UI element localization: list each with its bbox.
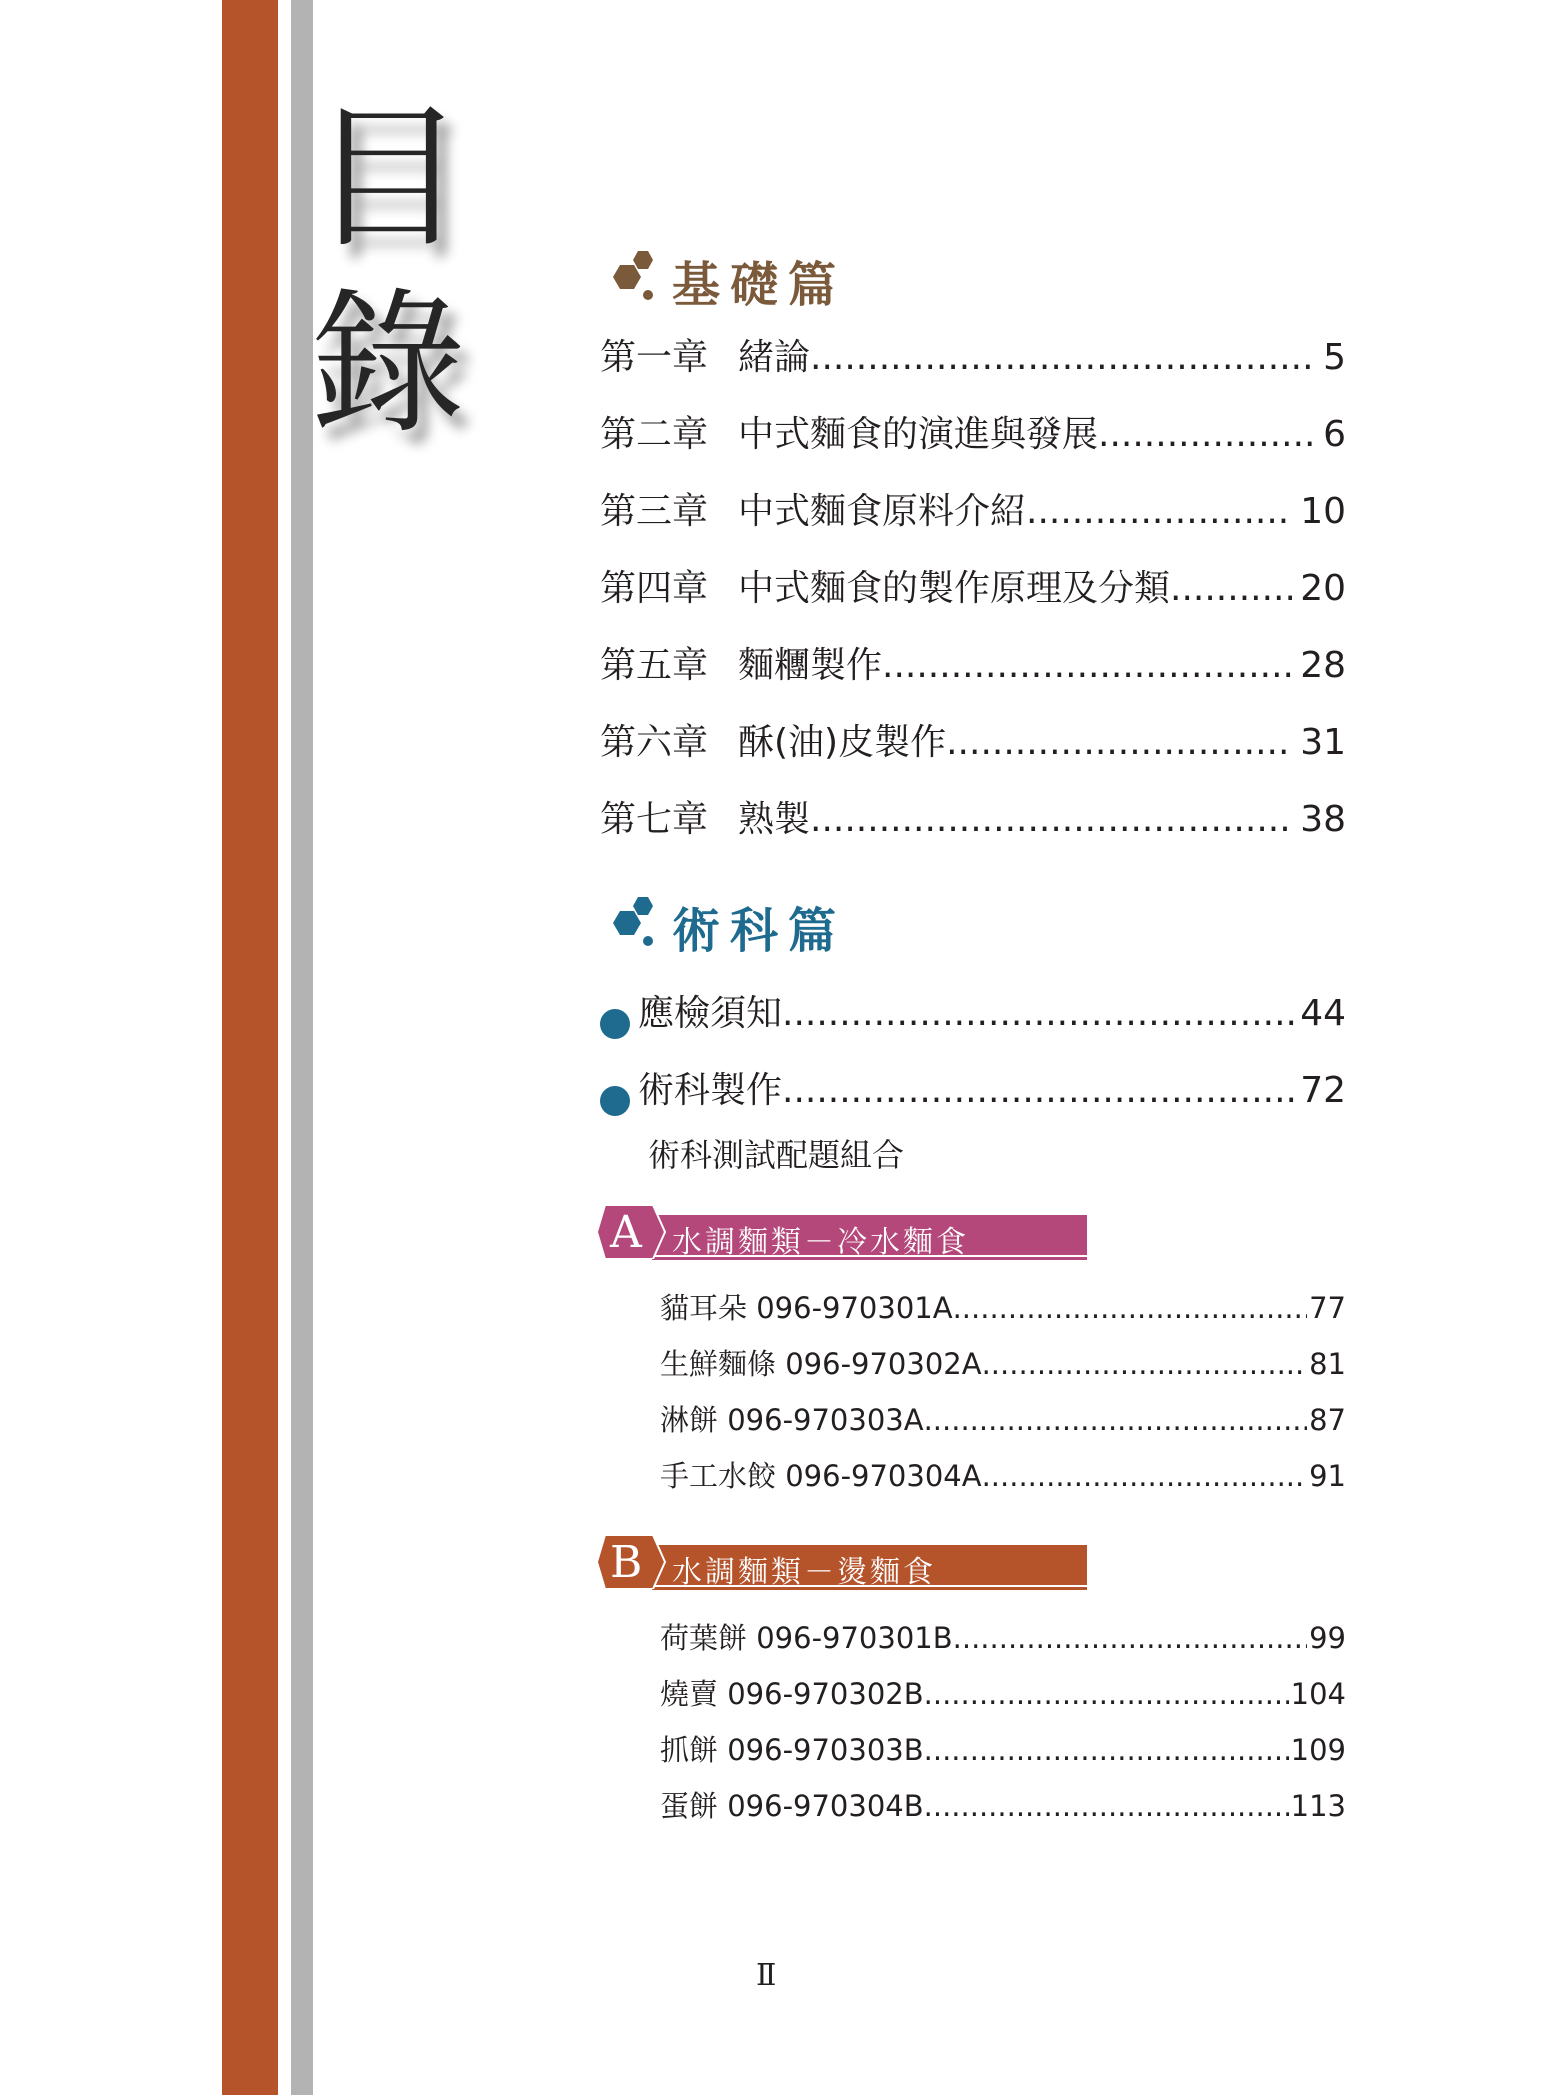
chapter-title: 麵糰製作 (738, 645, 883, 686)
dot-leader (924, 1789, 1289, 1823)
hexagon-cluster-icon (600, 251, 662, 311)
page-number: 10 (1300, 491, 1346, 532)
practical-subtitle: 術科測試配題組合 (648, 1136, 905, 1174)
toc-row[interactable] (660, 1672, 1346, 1728)
dot-leader (953, 1621, 1307, 1655)
group-b-banner (597, 1535, 1092, 1589)
item-title: 手工水餃 096-970304A (660, 1459, 982, 1493)
dot-leader (1026, 491, 1292, 532)
chapter-title: 緒論 (738, 337, 811, 378)
entry-title: 術科製作 (638, 1070, 783, 1111)
page-number: 81 (1309, 1347, 1346, 1381)
group-title: 水調麵類－燙麵食 (672, 1555, 936, 1590)
chapter-number: 第二章 (600, 414, 709, 455)
dot-leader (982, 1459, 1308, 1493)
item-title: 抓餅 096-970303B (660, 1733, 924, 1767)
practical-list (600, 985, 1346, 1139)
page-number: 109 (1290, 1733, 1346, 1767)
chapter-list (600, 329, 1346, 868)
toc-row[interactable] (660, 1398, 1346, 1454)
section-title-practical: 術科篇 (672, 903, 847, 959)
toc-row[interactable] (660, 1616, 1346, 1672)
bullet-icon (600, 1086, 630, 1116)
toc-row[interactable] (660, 1454, 1346, 1510)
toc-row[interactable] (600, 329, 1346, 406)
dot-leader (924, 1733, 1289, 1767)
page-number: 5 (1323, 337, 1346, 378)
page-number: 44 (1300, 993, 1346, 1034)
group-b-items (660, 1616, 1346, 1840)
toc-row[interactable] (600, 637, 1346, 714)
page-number: 104 (1290, 1677, 1346, 1711)
toc-row[interactable] (600, 406, 1346, 483)
dot-leader (782, 993, 1300, 1034)
entry-title: 應檢須知 (638, 993, 783, 1034)
item-title: 荷葉餅 096-970301B (660, 1621, 953, 1655)
toc-row[interactable] (600, 1062, 1346, 1139)
toc-row[interactable] (600, 483, 1346, 560)
item-title: 蛋餅 096-970304B (660, 1789, 924, 1823)
page-number: 87 (1309, 1403, 1346, 1437)
toc-row[interactable] (600, 714, 1346, 791)
chapter-number: 第六章 (600, 722, 709, 763)
toc-row[interactable] (660, 1342, 1346, 1398)
page-number: 99 (1309, 1621, 1346, 1655)
dot-leader (1170, 568, 1292, 609)
section-header-basic (600, 246, 846, 315)
dot-leader (982, 1347, 1308, 1381)
page-number: 77 (1309, 1291, 1346, 1325)
dot-leader (924, 1403, 1308, 1437)
bullet-icon (600, 1009, 630, 1039)
item-title: 貓耳朵 096-970301A (660, 1291, 953, 1325)
dot-leader (953, 1291, 1308, 1325)
item-title: 燒賣 096-970302B (660, 1677, 924, 1711)
dot-leader (810, 799, 1292, 840)
toc-row[interactable] (660, 1784, 1346, 1840)
chapter-number: 第一章 (600, 337, 709, 378)
dot-leader (946, 722, 1292, 763)
group-a-banner (597, 1205, 1092, 1259)
decorative-bar-rust (222, 0, 278, 2095)
page-number: 91 (1309, 1459, 1346, 1493)
item-title: 淋餅 096-970303A (660, 1403, 924, 1437)
chapter-title: 中式麵食原料介紹 (738, 491, 1027, 532)
toc-row[interactable] (660, 1728, 1346, 1784)
section-header-practical (600, 892, 846, 961)
group-letter: B (610, 1537, 643, 1588)
chapter-title: 中式麵食的製作原理及分類 (738, 568, 1171, 609)
page-number: 20 (1300, 568, 1346, 609)
page-number: 6 (1323, 414, 1346, 455)
page-number: 38 (1300, 799, 1346, 840)
toc-row[interactable] (660, 1286, 1346, 1342)
toc-row[interactable] (600, 560, 1346, 637)
page-number: 31 (1300, 722, 1346, 763)
page-title-char-1: 目 (310, 87, 466, 269)
dot-leader (924, 1677, 1289, 1711)
section-title-basic: 基礎篇 (672, 257, 847, 313)
group-a-items (660, 1286, 1346, 1510)
hexagon-cluster-icon (600, 897, 662, 957)
group-title: 水調麵類－冷水麵食 (672, 1225, 969, 1260)
dot-leader (1098, 414, 1315, 455)
item-title: 生鮮麵條 096-970302A (660, 1347, 982, 1381)
page-folio: Ⅱ (756, 1958, 777, 1993)
chapter-title: 中式麵食的演進與發展 (738, 414, 1099, 455)
page-title-char-2: 錄 (310, 273, 466, 455)
chapter-number: 第四章 (600, 568, 709, 609)
chapter-title: 熟製 (738, 799, 811, 840)
dot-leader (810, 337, 1315, 378)
dot-leader (882, 645, 1292, 686)
page-title (288, 87, 488, 455)
page-number: 72 (1300, 1070, 1346, 1111)
page-number: 28 (1300, 645, 1346, 686)
page-number: 113 (1290, 1789, 1346, 1823)
dot-leader (782, 1070, 1300, 1111)
chapter-number: 第三章 (600, 491, 709, 532)
chapter-number: 第五章 (600, 645, 709, 686)
toc-row[interactable] (600, 985, 1346, 1062)
group-letter: A (610, 1207, 642, 1258)
chapter-number: 第七章 (600, 799, 709, 840)
chapter-title: 酥(油)皮製作 (738, 722, 947, 763)
toc-row[interactable] (600, 791, 1346, 868)
